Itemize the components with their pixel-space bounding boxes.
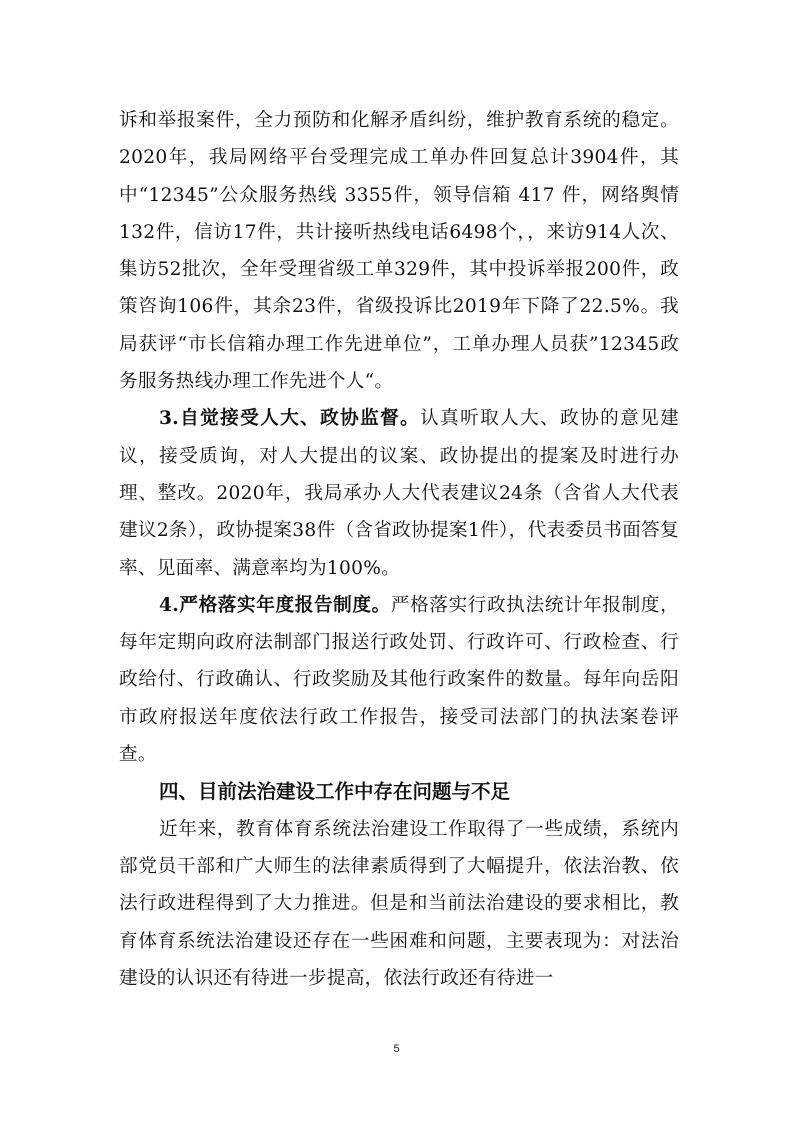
document-body (119, 102, 679, 997)
page-number: 5 (393, 1043, 400, 1055)
paragraph-complaints (119, 102, 679, 400)
paragraph-lead: 4.严格落实年度报告制度。 (159, 594, 391, 616)
paragraph-supervision (119, 400, 679, 586)
paragraph-text: 诉和举报案件，全力预防和化解矛盾纠纷，维护教育系统的稳定。2020年，我局网络平台受理完成工单办件回复总计3904件，其中“12345”公众服务热线 3355件，领导信箱 417 件，网络舆情132件，信访17件，共计接听热线电话6498个，，来访914人次、集访52批次，全年受理省级工单329件，其中投诉举报200件，政策咨询106件，其余23件，省级投诉比2019年下降了22.5%。我局获评“市长信箱办理工作先进单位”，工单办理人员获”12345政务服务热线办理工作先进个人“。 (119, 110, 679, 393)
paragraph-lead: 3.自觉接受人大、政协监督。 (159, 408, 421, 430)
paragraph-text: 认真听取人大、政协的意见建议，接受质询，对人大提出的议案、政协提出的提案及时进行办理、整改。2020年，我局承办人大代表建议24条（含省人大代表建议2条），政协提案38件（含省政协提案1件），代表委员书面答复率、见面率、满意率均为100%。 (119, 408, 679, 579)
paragraph-text: 严格落实行政执法统计年报制度，每年定期向政府法制部门报送行政处罚、行政许可、行政检查、行政给付、行政确认、行政奖励及其他行政案件的数量。每年向岳阳市政府报送年度依法行政工作报告，接受司法部门的执法案卷评查。 (119, 594, 679, 766)
section-heading: 四、目前法治建设工作中存在问题与不足 (159, 780, 511, 804)
paragraph-annual-report (119, 587, 679, 773)
paragraph-problems: 近年来，教育体育系统法治建设工作取得了一些成绩，系统内部党员干部和广大师生的法律素质得到了大幅提升，依法治教、依法行政进程得到了大力推进。但是和当前法治建设的要求相比，教育体育系统法治建设还存在一些困难和问题，主要表现为：对法治建设的认识还有待进一步提高，依法行政还有待进一 (119, 818, 679, 989)
